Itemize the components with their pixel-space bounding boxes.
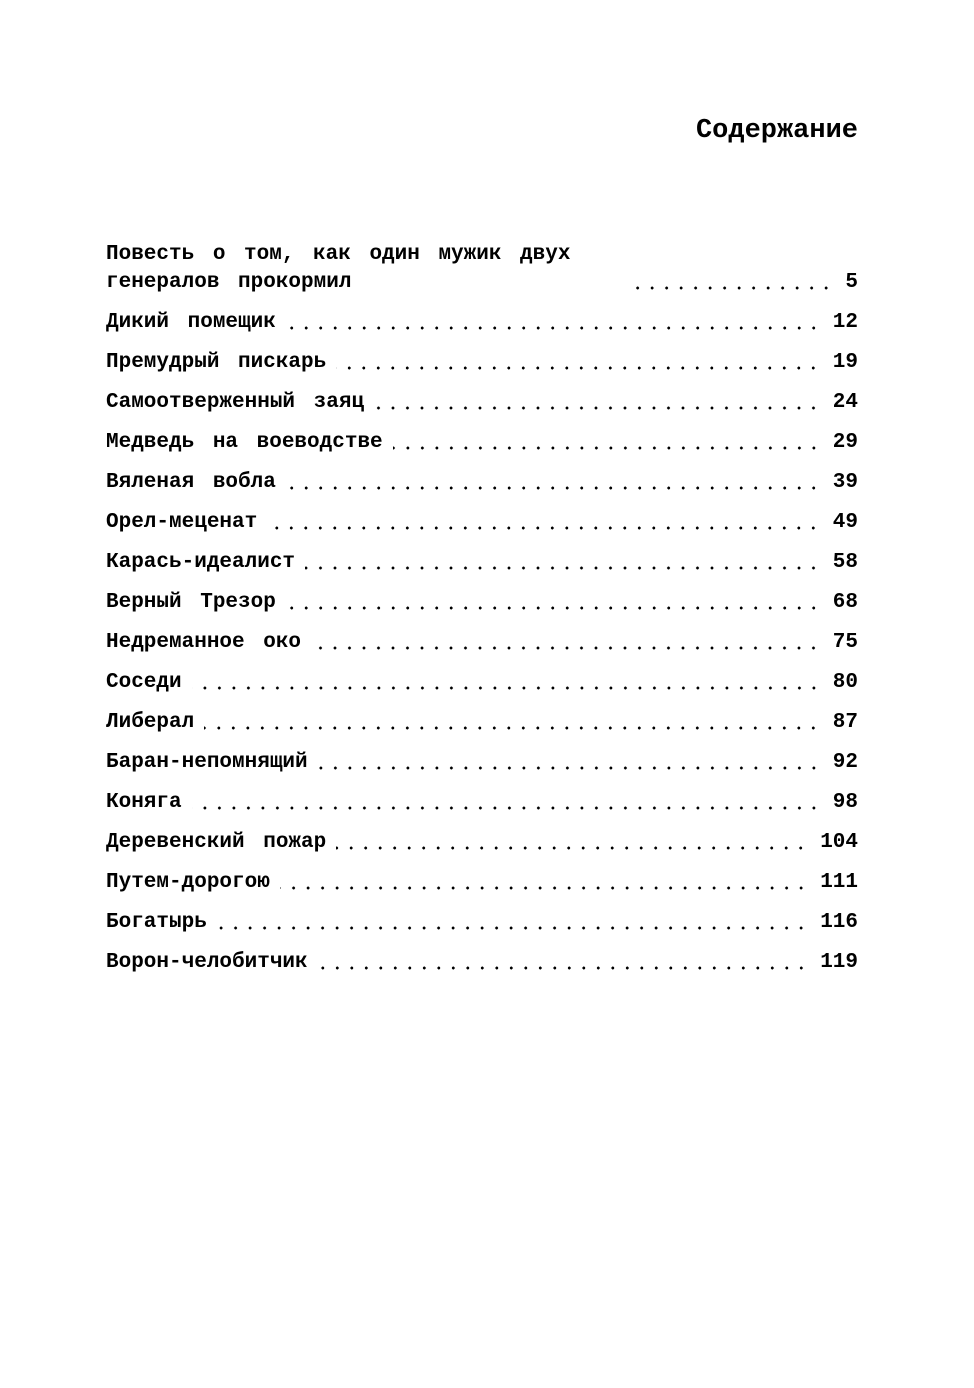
toc-entry — [106, 459, 858, 499]
dot-leader — [318, 765, 821, 771]
toc-entry-title: Либерал — [106, 711, 195, 734]
dot-leader — [192, 685, 821, 691]
toc-entry — [106, 579, 858, 619]
toc-entry — [106, 859, 858, 899]
toc-entry-page: 39 — [832, 471, 858, 494]
dot-leader — [393, 445, 821, 451]
dot-leader — [336, 845, 808, 851]
toc-entry — [106, 739, 858, 779]
dot-leader — [280, 885, 808, 891]
table-of-contents — [106, 240, 858, 979]
toc-entry-title: Карась-идеалист — [106, 551, 296, 574]
toc-entry-page: 29 — [832, 431, 858, 454]
toc-entry-page: 80 — [832, 671, 858, 694]
toc-entry-title: Недреманное око — [106, 631, 302, 654]
dot-leader — [318, 965, 809, 971]
toc-entry — [106, 899, 858, 939]
toc-entry-title: Коняга — [106, 791, 182, 814]
toc-entry — [106, 699, 858, 739]
dot-leader — [636, 285, 833, 291]
toc-entry — [106, 659, 858, 699]
toc-entry-title: Баран-непомнящий — [106, 751, 308, 774]
toc-entry-title: Ворон-челобитчик — [106, 951, 308, 974]
toc-entry-title: Путем-дорогою — [106, 871, 270, 894]
toc-entry — [106, 619, 858, 659]
toc-entry — [106, 819, 858, 859]
toc-entry-page: 49 — [832, 511, 858, 534]
toc-entry-page: 58 — [832, 551, 858, 574]
toc-entry-page: 111 — [820, 871, 858, 894]
toc-entry — [106, 339, 858, 379]
toc-entry — [106, 379, 858, 419]
toc-entry-page: 98 — [832, 791, 858, 814]
toc-entry-title: Медведь на воеводстве — [106, 431, 383, 454]
dot-leader — [204, 725, 821, 731]
toc-entry-page: 75 — [832, 631, 858, 654]
toc-entry — [106, 419, 858, 459]
toc-entry — [106, 779, 858, 819]
toc-entry-page: 87 — [832, 711, 858, 734]
dot-leader — [267, 525, 821, 531]
toc-entry-page: 24 — [832, 391, 858, 414]
toc-entry-title: Богатырь — [106, 911, 207, 934]
dot-leader — [311, 645, 821, 651]
dot-leader — [286, 485, 821, 491]
dot-leader — [305, 565, 821, 571]
dot-leader — [286, 325, 821, 331]
toc-entry — [106, 299, 858, 339]
toc-entry — [106, 240, 858, 299]
toc-entry-title: Вяленая вобла — [106, 471, 276, 494]
toc-entry-page: 68 — [832, 591, 858, 614]
toc-entry-page: 92 — [832, 751, 858, 774]
toc-entry — [106, 939, 858, 979]
dot-leader — [336, 365, 821, 371]
toc-entry-title: Соседи — [106, 671, 182, 694]
toc-entry-title: Деревенский пожар — [106, 831, 327, 854]
toc-entry-title: Самоотверженный заяц — [106, 391, 365, 414]
toc-entry-page: 119 — [820, 951, 858, 974]
dot-leader — [374, 405, 821, 411]
toc-entry — [106, 499, 858, 539]
toc-entry-page: 12 — [832, 311, 858, 334]
toc-entry-title: Премудрый пискарь — [106, 351, 327, 374]
toc-entry-page: 5 — [845, 271, 858, 294]
toc-entry — [106, 539, 858, 579]
toc-entry-title: Дикий помещик — [106, 311, 276, 334]
dot-leader — [192, 805, 821, 811]
toc-entry-page: 104 — [820, 831, 858, 854]
dot-leader — [217, 925, 808, 931]
toc-entry-title: Повесть о том, как один мужик двух генералов прокормил — [106, 243, 590, 294]
toc-entry-page: 19 — [832, 351, 858, 374]
dot-leader — [286, 605, 821, 611]
toc-entry-page: 116 — [820, 911, 858, 934]
toc-entry-title: Орел-меценат — [106, 511, 258, 534]
page-title: Содержание — [695, 116, 858, 146]
toc-entry-title: Верный Трезор — [106, 591, 276, 614]
